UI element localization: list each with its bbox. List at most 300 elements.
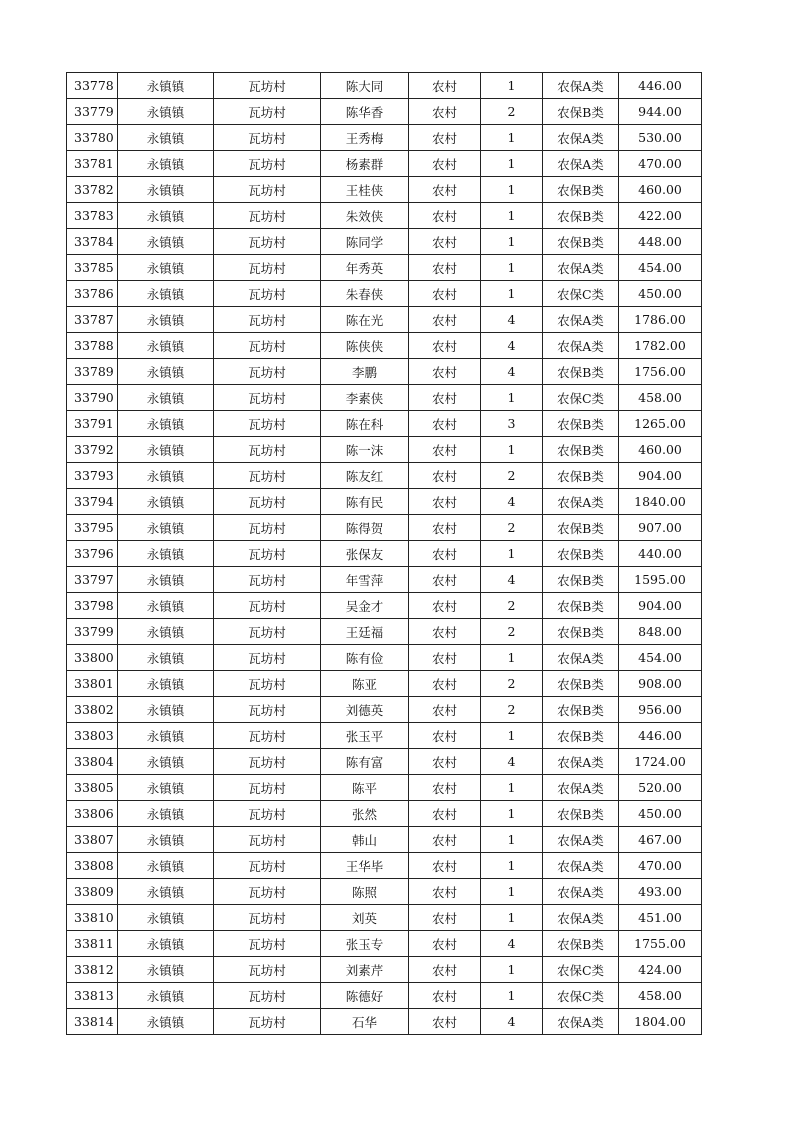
name-cell: 年雪萍	[321, 567, 409, 593]
insurance-class-cell: 农保B类	[543, 541, 619, 567]
household-size-cell: 1	[481, 983, 543, 1009]
insurance-class-cell: 农保A类	[543, 827, 619, 853]
village-cell: 瓦坊村	[214, 229, 321, 255]
amount-cell: 1782.00	[619, 333, 702, 359]
town-cell: 永镇镇	[118, 775, 214, 801]
insurance-class-cell: 农保A类	[543, 853, 619, 879]
amount-cell: 956.00	[619, 697, 702, 723]
household-size-cell: 1	[481, 125, 543, 151]
town-cell: 永镇镇	[118, 385, 214, 411]
town-cell: 永镇镇	[118, 593, 214, 619]
insurance-class-cell: 农保B类	[543, 229, 619, 255]
name-cell: 张保友	[321, 541, 409, 567]
table-row	[67, 723, 702, 749]
table-row	[67, 307, 702, 333]
town-cell: 永镇镇	[118, 255, 214, 281]
household-size-cell: 2	[481, 463, 543, 489]
household-size-cell: 2	[481, 671, 543, 697]
village-cell: 瓦坊村	[214, 281, 321, 307]
village-cell: 瓦坊村	[214, 827, 321, 853]
area-type-cell: 农村	[409, 931, 481, 957]
name-cell: 朱春侠	[321, 281, 409, 307]
town-cell: 永镇镇	[118, 229, 214, 255]
household-size-cell: 1	[481, 281, 543, 307]
record-id-cell: 33781	[67, 151, 118, 177]
record-id-cell: 33800	[67, 645, 118, 671]
area-type-cell: 农村	[409, 983, 481, 1009]
village-cell: 瓦坊村	[214, 125, 321, 151]
name-cell: 陈在光	[321, 307, 409, 333]
table-row	[67, 905, 702, 931]
insurance-class-cell: 农保A类	[543, 775, 619, 801]
table-row	[67, 385, 702, 411]
table-row	[67, 99, 702, 125]
area-type-cell: 农村	[409, 411, 481, 437]
village-cell: 瓦坊村	[214, 411, 321, 437]
table-row	[67, 125, 702, 151]
town-cell: 永镇镇	[118, 307, 214, 333]
household-size-cell: 1	[481, 229, 543, 255]
amount-cell: 907.00	[619, 515, 702, 541]
town-cell: 永镇镇	[118, 203, 214, 229]
village-cell: 瓦坊村	[214, 463, 321, 489]
table-row	[67, 541, 702, 567]
town-cell: 永镇镇	[118, 73, 214, 99]
village-cell: 瓦坊村	[214, 73, 321, 99]
insurance-class-cell: 农保B类	[543, 567, 619, 593]
insurance-class-cell: 农保B类	[543, 515, 619, 541]
name-cell: 陈侠侠	[321, 333, 409, 359]
name-cell: 陈有俭	[321, 645, 409, 671]
town-cell: 永镇镇	[118, 983, 214, 1009]
household-size-cell: 4	[481, 359, 543, 385]
name-cell: 朱效侠	[321, 203, 409, 229]
table-row	[67, 151, 702, 177]
table-row	[67, 515, 702, 541]
table-row	[67, 177, 702, 203]
village-cell: 瓦坊村	[214, 255, 321, 281]
table-row	[67, 749, 702, 775]
record-id-cell: 33786	[67, 281, 118, 307]
insurance-class-cell: 农保A类	[543, 333, 619, 359]
table-row	[67, 957, 702, 983]
area-type-cell: 农村	[409, 307, 481, 333]
table-row	[67, 229, 702, 255]
name-cell: 李鹏	[321, 359, 409, 385]
table-row	[67, 931, 702, 957]
village-cell: 瓦坊村	[214, 983, 321, 1009]
household-size-cell: 4	[481, 567, 543, 593]
area-type-cell: 农村	[409, 801, 481, 827]
town-cell: 永镇镇	[118, 801, 214, 827]
area-type-cell: 农村	[409, 827, 481, 853]
village-cell: 瓦坊村	[214, 151, 321, 177]
area-type-cell: 农村	[409, 749, 481, 775]
town-cell: 永镇镇	[118, 411, 214, 437]
household-size-cell: 1	[481, 957, 543, 983]
table-row	[67, 437, 702, 463]
village-cell: 瓦坊村	[214, 697, 321, 723]
insurance-class-cell: 农保B类	[543, 593, 619, 619]
amount-cell: 458.00	[619, 385, 702, 411]
record-id-cell: 33814	[67, 1009, 118, 1035]
town-cell: 永镇镇	[118, 281, 214, 307]
town-cell: 永镇镇	[118, 671, 214, 697]
household-size-cell: 1	[481, 645, 543, 671]
village-cell: 瓦坊村	[214, 359, 321, 385]
record-id-cell: 33807	[67, 827, 118, 853]
record-id-cell: 33794	[67, 489, 118, 515]
household-size-cell: 1	[481, 541, 543, 567]
village-cell: 瓦坊村	[214, 775, 321, 801]
village-cell: 瓦坊村	[214, 385, 321, 411]
name-cell: 刘英	[321, 905, 409, 931]
insurance-class-cell: 农保A类	[543, 905, 619, 931]
village-cell: 瓦坊村	[214, 593, 321, 619]
area-type-cell: 农村	[409, 229, 481, 255]
record-id-cell: 33780	[67, 125, 118, 151]
town-cell: 永镇镇	[118, 515, 214, 541]
household-size-cell: 1	[481, 151, 543, 177]
area-type-cell: 农村	[409, 671, 481, 697]
amount-cell: 1840.00	[619, 489, 702, 515]
record-id-cell: 33785	[67, 255, 118, 281]
table-row	[67, 73, 702, 99]
record-id-cell: 33813	[67, 983, 118, 1009]
area-type-cell: 农村	[409, 281, 481, 307]
table-row	[67, 775, 702, 801]
amount-cell: 1724.00	[619, 749, 702, 775]
amount-cell: 848.00	[619, 619, 702, 645]
area-type-cell: 农村	[409, 489, 481, 515]
town-cell: 永镇镇	[118, 853, 214, 879]
name-cell: 张然	[321, 801, 409, 827]
village-cell: 瓦坊村	[214, 99, 321, 125]
town-cell: 永镇镇	[118, 333, 214, 359]
household-size-cell: 2	[481, 99, 543, 125]
insurance-class-cell: 农保A类	[543, 749, 619, 775]
amount-cell: 451.00	[619, 905, 702, 931]
table-row	[67, 359, 702, 385]
town-cell: 永镇镇	[118, 619, 214, 645]
household-size-cell: 1	[481, 203, 543, 229]
insurance-class-cell: 农保A类	[543, 151, 619, 177]
household-size-cell: 2	[481, 515, 543, 541]
name-cell: 陈照	[321, 879, 409, 905]
amount-cell: 520.00	[619, 775, 702, 801]
name-cell: 陈有富	[321, 749, 409, 775]
area-type-cell: 农村	[409, 775, 481, 801]
area-type-cell: 农村	[409, 437, 481, 463]
household-size-cell: 4	[481, 489, 543, 515]
name-cell: 刘德英	[321, 697, 409, 723]
table-row	[67, 801, 702, 827]
area-type-cell: 农村	[409, 879, 481, 905]
record-id-cell: 33802	[67, 697, 118, 723]
record-id-cell: 33782	[67, 177, 118, 203]
town-cell: 永镇镇	[118, 489, 214, 515]
household-size-cell: 4	[481, 333, 543, 359]
town-cell: 永镇镇	[118, 749, 214, 775]
name-cell: 王桂侠	[321, 177, 409, 203]
record-id-cell: 33793	[67, 463, 118, 489]
village-cell: 瓦坊村	[214, 619, 321, 645]
name-cell: 张玉专	[321, 931, 409, 957]
insurance-class-cell: 农保B类	[543, 177, 619, 203]
name-cell: 李素侠	[321, 385, 409, 411]
area-type-cell: 农村	[409, 697, 481, 723]
name-cell: 年秀英	[321, 255, 409, 281]
household-size-cell: 1	[481, 73, 543, 99]
amount-cell: 448.00	[619, 229, 702, 255]
table-row	[67, 697, 702, 723]
name-cell: 王华毕	[321, 853, 409, 879]
name-cell: 陈一沫	[321, 437, 409, 463]
insurance-class-cell: 农保B类	[543, 437, 619, 463]
amount-cell: 460.00	[619, 437, 702, 463]
household-size-cell: 1	[481, 905, 543, 931]
household-size-cell: 1	[481, 723, 543, 749]
name-cell: 陈得贺	[321, 515, 409, 541]
name-cell: 王廷福	[321, 619, 409, 645]
village-cell: 瓦坊村	[214, 931, 321, 957]
record-id-cell: 33789	[67, 359, 118, 385]
area-type-cell: 农村	[409, 255, 481, 281]
household-size-cell: 1	[481, 255, 543, 281]
village-cell: 瓦坊村	[214, 905, 321, 931]
name-cell: 陈有民	[321, 489, 409, 515]
amount-cell: 446.00	[619, 723, 702, 749]
village-cell: 瓦坊村	[214, 671, 321, 697]
table-row	[67, 879, 702, 905]
record-id-cell: 33812	[67, 957, 118, 983]
town-cell: 永镇镇	[118, 177, 214, 203]
insurance-class-cell: 农保A类	[543, 73, 619, 99]
amount-cell: 904.00	[619, 593, 702, 619]
household-size-cell: 2	[481, 619, 543, 645]
town-cell: 永镇镇	[118, 879, 214, 905]
area-type-cell: 农村	[409, 359, 481, 385]
household-size-cell: 1	[481, 775, 543, 801]
record-id-cell: 33804	[67, 749, 118, 775]
record-id-cell: 33803	[67, 723, 118, 749]
record-id-cell: 33811	[67, 931, 118, 957]
amount-cell: 530.00	[619, 125, 702, 151]
table-row	[67, 567, 702, 593]
record-id-cell: 33809	[67, 879, 118, 905]
table-row	[67, 645, 702, 671]
name-cell: 杨素群	[321, 151, 409, 177]
household-size-cell: 4	[481, 307, 543, 333]
area-type-cell: 农村	[409, 1009, 481, 1035]
village-cell: 瓦坊村	[214, 749, 321, 775]
household-size-cell: 2	[481, 593, 543, 619]
amount-cell: 458.00	[619, 983, 702, 1009]
insurance-class-cell: 农保C类	[543, 957, 619, 983]
area-type-cell: 农村	[409, 567, 481, 593]
insurance-class-cell: 农保C类	[543, 385, 619, 411]
insurance-class-cell: 农保A类	[543, 1009, 619, 1035]
household-size-cell: 3	[481, 411, 543, 437]
data-table	[66, 72, 702, 1035]
insurance-class-cell: 农保C类	[543, 281, 619, 307]
area-type-cell: 农村	[409, 957, 481, 983]
record-id-cell: 33806	[67, 801, 118, 827]
record-id-cell: 33810	[67, 905, 118, 931]
table-row	[67, 203, 702, 229]
table-row	[67, 593, 702, 619]
amount-cell: 904.00	[619, 463, 702, 489]
village-cell: 瓦坊村	[214, 801, 321, 827]
town-cell: 永镇镇	[118, 1009, 214, 1035]
town-cell: 永镇镇	[118, 125, 214, 151]
name-cell: 吴金才	[321, 593, 409, 619]
area-type-cell: 农村	[409, 645, 481, 671]
amount-cell: 1755.00	[619, 931, 702, 957]
village-cell: 瓦坊村	[214, 645, 321, 671]
household-size-cell: 1	[481, 801, 543, 827]
insurance-class-cell: 农保B类	[543, 99, 619, 125]
village-cell: 瓦坊村	[214, 879, 321, 905]
table-row	[67, 463, 702, 489]
table-row	[67, 281, 702, 307]
town-cell: 永镇镇	[118, 541, 214, 567]
amount-cell: 460.00	[619, 177, 702, 203]
town-cell: 永镇镇	[118, 931, 214, 957]
insurance-class-cell: 农保B类	[543, 359, 619, 385]
village-cell: 瓦坊村	[214, 437, 321, 463]
amount-cell: 908.00	[619, 671, 702, 697]
name-cell: 陈在科	[321, 411, 409, 437]
amount-cell: 1595.00	[619, 567, 702, 593]
village-cell: 瓦坊村	[214, 853, 321, 879]
record-id-cell: 33795	[67, 515, 118, 541]
record-id-cell: 33783	[67, 203, 118, 229]
insurance-class-cell: 农保A类	[543, 489, 619, 515]
record-id-cell: 33788	[67, 333, 118, 359]
insurance-class-cell: 农保B类	[543, 203, 619, 229]
amount-cell: 446.00	[619, 73, 702, 99]
name-cell: 石华	[321, 1009, 409, 1035]
table-row	[67, 853, 702, 879]
insurance-class-cell: 农保B类	[543, 411, 619, 437]
name-cell: 陈平	[321, 775, 409, 801]
amount-cell: 1265.00	[619, 411, 702, 437]
household-size-cell: 1	[481, 385, 543, 411]
village-cell: 瓦坊村	[214, 515, 321, 541]
insurance-class-cell: 农保A类	[543, 307, 619, 333]
town-cell: 永镇镇	[118, 463, 214, 489]
household-size-cell: 1	[481, 853, 543, 879]
record-id-cell: 33784	[67, 229, 118, 255]
village-cell: 瓦坊村	[214, 541, 321, 567]
insurance-class-cell: 农保B类	[543, 723, 619, 749]
name-cell: 韩山	[321, 827, 409, 853]
amount-cell: 1756.00	[619, 359, 702, 385]
record-id-cell: 33779	[67, 99, 118, 125]
town-cell: 永镇镇	[118, 905, 214, 931]
area-type-cell: 农村	[409, 151, 481, 177]
amount-cell: 450.00	[619, 281, 702, 307]
name-cell: 张玉平	[321, 723, 409, 749]
table-row	[67, 1009, 702, 1035]
amount-cell: 454.00	[619, 645, 702, 671]
name-cell: 陈同学	[321, 229, 409, 255]
insurance-class-cell: 农保A类	[543, 645, 619, 671]
insurance-class-cell: 农保B类	[543, 619, 619, 645]
record-id-cell: 33805	[67, 775, 118, 801]
amount-cell: 450.00	[619, 801, 702, 827]
area-type-cell: 农村	[409, 73, 481, 99]
village-cell: 瓦坊村	[214, 723, 321, 749]
household-size-cell: 1	[481, 437, 543, 463]
name-cell: 陈大同	[321, 73, 409, 99]
insurance-class-cell: 农保C类	[543, 983, 619, 1009]
household-size-cell: 1	[481, 827, 543, 853]
insurance-class-cell: 农保B类	[543, 697, 619, 723]
table-row	[67, 671, 702, 697]
insurance-class-cell: 农保B类	[543, 671, 619, 697]
area-type-cell: 农村	[409, 723, 481, 749]
village-cell: 瓦坊村	[214, 1009, 321, 1035]
record-id-cell: 33808	[67, 853, 118, 879]
amount-cell: 493.00	[619, 879, 702, 905]
name-cell: 陈华香	[321, 99, 409, 125]
town-cell: 永镇镇	[118, 99, 214, 125]
name-cell: 刘素芹	[321, 957, 409, 983]
insurance-class-cell: 农保A类	[543, 879, 619, 905]
household-size-cell: 4	[481, 931, 543, 957]
household-size-cell: 1	[481, 879, 543, 905]
table-row	[67, 411, 702, 437]
area-type-cell: 农村	[409, 541, 481, 567]
table-body	[67, 73, 702, 1035]
name-cell: 王秀梅	[321, 125, 409, 151]
amount-cell: 470.00	[619, 853, 702, 879]
area-type-cell: 农村	[409, 905, 481, 931]
table-row	[67, 489, 702, 515]
area-type-cell: 农村	[409, 203, 481, 229]
town-cell: 永镇镇	[118, 645, 214, 671]
area-type-cell: 农村	[409, 385, 481, 411]
town-cell: 永镇镇	[118, 567, 214, 593]
insurance-class-cell: 农保B类	[543, 463, 619, 489]
table-row	[67, 333, 702, 359]
insurance-class-cell: 农保A类	[543, 125, 619, 151]
area-type-cell: 农村	[409, 853, 481, 879]
record-id-cell: 33787	[67, 307, 118, 333]
record-id-cell: 33801	[67, 671, 118, 697]
village-cell: 瓦坊村	[214, 567, 321, 593]
town-cell: 永镇镇	[118, 151, 214, 177]
table-row	[67, 827, 702, 853]
record-id-cell: 33778	[67, 73, 118, 99]
town-cell: 永镇镇	[118, 437, 214, 463]
village-cell: 瓦坊村	[214, 489, 321, 515]
household-size-cell: 4	[481, 749, 543, 775]
household-size-cell: 1	[481, 177, 543, 203]
village-cell: 瓦坊村	[214, 957, 321, 983]
amount-cell: 424.00	[619, 957, 702, 983]
record-id-cell: 33797	[67, 567, 118, 593]
amount-cell: 1804.00	[619, 1009, 702, 1035]
town-cell: 永镇镇	[118, 957, 214, 983]
record-id-cell: 33799	[67, 619, 118, 645]
amount-cell: 422.00	[619, 203, 702, 229]
table-row	[67, 619, 702, 645]
area-type-cell: 农村	[409, 515, 481, 541]
area-type-cell: 农村	[409, 177, 481, 203]
